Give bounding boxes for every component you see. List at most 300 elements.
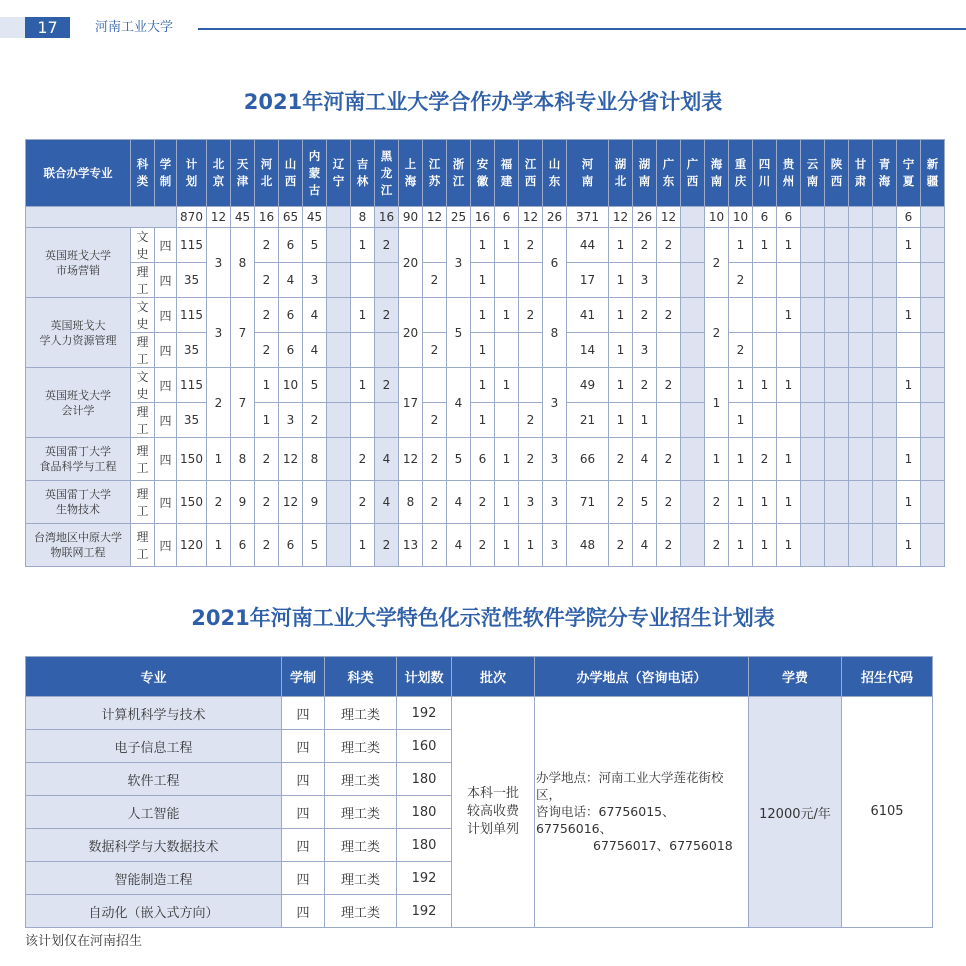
province-cell bbox=[729, 298, 753, 333]
province-cell bbox=[777, 263, 801, 298]
province-cell: 8 bbox=[231, 228, 255, 298]
plan-cell: 180 bbox=[397, 763, 452, 796]
province-cell: 6 bbox=[231, 524, 255, 567]
province-cell: 7 bbox=[231, 298, 255, 368]
location-phone: 咨询电话：67756015、67756016、 bbox=[536, 803, 675, 836]
province-cell bbox=[921, 228, 945, 263]
province-cell: 2 bbox=[753, 438, 777, 481]
province-cell: 2 bbox=[519, 438, 543, 481]
category-cell: 理工 bbox=[131, 481, 155, 524]
province-cell: 2 bbox=[657, 524, 681, 567]
province-cell bbox=[327, 263, 351, 298]
header-province: 广 东 bbox=[657, 140, 681, 207]
province-cell: 49 bbox=[567, 368, 609, 403]
province-cell: 4 bbox=[303, 298, 327, 333]
total-cell bbox=[801, 207, 825, 228]
total-cell: 8 bbox=[351, 207, 375, 228]
province-cell bbox=[825, 228, 849, 263]
province-cell: 1 bbox=[753, 228, 777, 263]
province-cell: 1 bbox=[729, 481, 753, 524]
province-cell bbox=[921, 524, 945, 567]
province-cell: 2 bbox=[375, 228, 399, 263]
province-cell: 20 bbox=[399, 228, 423, 298]
province-cell: 2 bbox=[657, 481, 681, 524]
province-cell: 2 bbox=[633, 368, 657, 403]
province-cell: 5 bbox=[303, 524, 327, 567]
province-cell bbox=[777, 403, 801, 438]
province-cell: 2 bbox=[609, 481, 633, 524]
province-cell: 2 bbox=[705, 481, 729, 524]
province-cell: 1 bbox=[609, 263, 633, 298]
province-cell: 5 bbox=[447, 298, 471, 368]
header-province: 辽 宁 bbox=[327, 140, 351, 207]
province-cell: 2 bbox=[633, 298, 657, 333]
province-cell: 3 bbox=[519, 481, 543, 524]
province-cell bbox=[801, 524, 825, 567]
total-cell: 12 bbox=[609, 207, 633, 228]
province-cell: 3 bbox=[543, 481, 567, 524]
province-cell bbox=[897, 333, 921, 368]
province-cell: 2 bbox=[303, 403, 327, 438]
province-cell: 1 bbox=[753, 368, 777, 403]
column-header: 专业 bbox=[26, 657, 282, 697]
province-cell: 3 bbox=[543, 438, 567, 481]
table2-title: 2021年河南工业大学特色化示范性软件学院分专业招生计划表 bbox=[191, 606, 775, 630]
total-cell: 16 bbox=[375, 207, 399, 228]
plan-cell: 115 bbox=[177, 368, 207, 403]
header-province: 吉 林 bbox=[351, 140, 375, 207]
province-cell: 5 bbox=[447, 438, 471, 481]
province-cell: 1 bbox=[897, 228, 921, 263]
total-cell: 371 bbox=[567, 207, 609, 228]
province-cell: 4 bbox=[447, 368, 471, 438]
location-phone-cont: 67756017、67756018 bbox=[593, 837, 733, 853]
page-number: 17 bbox=[25, 17, 70, 38]
footer-note: 该计划仅在河南招生 bbox=[25, 934, 143, 949]
province-cell: 7 bbox=[231, 368, 255, 438]
duration-cell: 四 bbox=[155, 524, 177, 567]
header-province: 云 南 bbox=[801, 140, 825, 207]
header-province: 河 南 bbox=[567, 140, 609, 207]
province-cell: 2 bbox=[255, 333, 279, 368]
header-rule bbox=[198, 28, 966, 30]
duration-cell: 四 bbox=[282, 829, 325, 862]
province-cell bbox=[327, 524, 351, 567]
province-cell bbox=[423, 228, 447, 263]
total-cell: 6 bbox=[753, 207, 777, 228]
province-cell bbox=[921, 263, 945, 298]
plan-cell: 35 bbox=[177, 403, 207, 438]
province-cell bbox=[753, 403, 777, 438]
category-cell: 理工类 bbox=[325, 697, 397, 730]
province-cell bbox=[849, 368, 873, 403]
province-cell bbox=[825, 333, 849, 368]
province-cell: 1 bbox=[777, 481, 801, 524]
province-cell: 4 bbox=[447, 481, 471, 524]
province-cell: 2 bbox=[375, 298, 399, 333]
province-cell: 2 bbox=[423, 524, 447, 567]
code-cell: 6105 bbox=[842, 697, 933, 928]
header-province: 陕 西 bbox=[825, 140, 849, 207]
plan-cell: 35 bbox=[177, 333, 207, 368]
province-cell: 21 bbox=[567, 403, 609, 438]
province-cell: 1 bbox=[777, 524, 801, 567]
province-cell: 2 bbox=[609, 524, 633, 567]
header-province: 江 西 bbox=[519, 140, 543, 207]
page-number-tab bbox=[0, 17, 25, 38]
province-cell bbox=[849, 438, 873, 481]
column-header: 招生代码 bbox=[842, 657, 933, 697]
total-cell: 12 bbox=[519, 207, 543, 228]
province-cell: 1 bbox=[897, 438, 921, 481]
province-cell bbox=[495, 333, 519, 368]
province-cell bbox=[327, 403, 351, 438]
province-cell: 2 bbox=[255, 228, 279, 263]
duration-cell: 四 bbox=[282, 862, 325, 895]
province-cell bbox=[327, 333, 351, 368]
plan-cell: 192 bbox=[397, 697, 452, 730]
major-cell: 智能制造工程 bbox=[26, 862, 282, 895]
header-province: 贵 州 bbox=[777, 140, 801, 207]
table1-title: 2021年河南工业大学合作办学本科专业分省计划表 bbox=[243, 90, 723, 114]
category-cell: 理工类 bbox=[325, 829, 397, 862]
province-cell: 1 bbox=[609, 333, 633, 368]
province-cell bbox=[873, 403, 897, 438]
major-name: 英国雷丁大学 食品科学与工程 bbox=[26, 438, 131, 481]
column-header: 计划数 bbox=[397, 657, 452, 697]
province-cell bbox=[825, 438, 849, 481]
major-cell: 计算机科学与技术 bbox=[26, 697, 282, 730]
table-row bbox=[26, 333, 945, 368]
major-name: 台湾地区中原大学 物联网工程 bbox=[26, 524, 131, 567]
province-cell: 4 bbox=[375, 438, 399, 481]
column-header: 科类 bbox=[325, 657, 397, 697]
province-cell bbox=[825, 524, 849, 567]
province-cell: 1 bbox=[753, 481, 777, 524]
province-cell: 2 bbox=[423, 333, 447, 368]
province-cell: 8 bbox=[231, 438, 255, 481]
province-cell: 2 bbox=[423, 481, 447, 524]
province-cell: 2 bbox=[255, 438, 279, 481]
header-province: 甘 肃 bbox=[849, 140, 873, 207]
duration-cell: 四 bbox=[282, 763, 325, 796]
software-college-plan-table bbox=[25, 656, 933, 928]
province-cell: 1 bbox=[609, 228, 633, 263]
province-cell: 1 bbox=[729, 403, 753, 438]
major-name: 英国班戈大学 市场营销 bbox=[26, 228, 131, 298]
total-cell: 90 bbox=[399, 207, 423, 228]
province-cell: 2 bbox=[729, 263, 753, 298]
province-cell: 66 bbox=[567, 438, 609, 481]
province-cell: 2 bbox=[705, 524, 729, 567]
header-province: 天 津 bbox=[231, 140, 255, 207]
province-cell: 2 bbox=[657, 228, 681, 263]
header-province: 湖 北 bbox=[609, 140, 633, 207]
province-cell bbox=[921, 368, 945, 403]
province-cell: 71 bbox=[567, 481, 609, 524]
total-cell: 12 bbox=[207, 207, 231, 228]
province-cell bbox=[423, 298, 447, 333]
province-cell: 1 bbox=[351, 228, 375, 263]
province-cell: 1 bbox=[351, 298, 375, 333]
province-cell bbox=[801, 438, 825, 481]
province-cell: 1 bbox=[519, 524, 543, 567]
header-province: 福 建 bbox=[495, 140, 519, 207]
province-cell bbox=[873, 333, 897, 368]
duration-cell: 四 bbox=[155, 368, 177, 403]
province-cell: 9 bbox=[303, 481, 327, 524]
province-cell: 2 bbox=[657, 368, 681, 403]
duration-cell: 四 bbox=[155, 263, 177, 298]
province-cell bbox=[801, 481, 825, 524]
province-cell bbox=[897, 263, 921, 298]
totals-row bbox=[26, 207, 945, 228]
location-address: 办学地点：河南工业大学莲花街校区， bbox=[536, 769, 724, 802]
province-cell: 9 bbox=[231, 481, 255, 524]
province-cell: 1 bbox=[729, 524, 753, 567]
plan-cell: 150 bbox=[177, 481, 207, 524]
province-cell: 17 bbox=[399, 368, 423, 438]
province-cell: 4 bbox=[633, 524, 657, 567]
batch-line: 本科一批 bbox=[466, 786, 519, 801]
province-cell: 41 bbox=[567, 298, 609, 333]
province-cell bbox=[375, 403, 399, 438]
province-cell: 2 bbox=[423, 438, 447, 481]
duration-cell: 四 bbox=[282, 895, 325, 928]
province-cell: 8 bbox=[543, 298, 567, 368]
total-cell: 16 bbox=[255, 207, 279, 228]
total-cell: 10 bbox=[729, 207, 753, 228]
province-cell bbox=[825, 368, 849, 403]
table-row bbox=[26, 403, 945, 438]
plan-cell: 120 bbox=[177, 524, 207, 567]
province-cell: 2 bbox=[423, 403, 447, 438]
province-cell: 2 bbox=[255, 263, 279, 298]
province-cell bbox=[849, 524, 873, 567]
province-cell bbox=[375, 263, 399, 298]
header-province: 海 南 bbox=[705, 140, 729, 207]
province-cell: 1 bbox=[897, 368, 921, 403]
province-cell bbox=[657, 333, 681, 368]
plan-cell: 180 bbox=[397, 829, 452, 862]
total-cell: 45 bbox=[231, 207, 255, 228]
province-cell bbox=[495, 263, 519, 298]
province-cell: 10 bbox=[279, 368, 303, 403]
province-cell bbox=[849, 403, 873, 438]
header-province: 浙 江 bbox=[447, 140, 471, 207]
province-cell: 1 bbox=[471, 368, 495, 403]
province-cell: 1 bbox=[471, 403, 495, 438]
province-cell: 2 bbox=[657, 298, 681, 333]
major-cell: 自动化（嵌入式方向） bbox=[26, 895, 282, 928]
category-cell: 理工类 bbox=[325, 895, 397, 928]
province-cell: 1 bbox=[471, 228, 495, 263]
province-cell: 2 bbox=[519, 403, 543, 438]
province-cell: 1 bbox=[897, 481, 921, 524]
province-cell bbox=[753, 263, 777, 298]
table-row bbox=[26, 438, 945, 481]
province-cell: 1 bbox=[495, 524, 519, 567]
header-province: 重 庆 bbox=[729, 140, 753, 207]
province-cell: 2 bbox=[519, 228, 543, 263]
header-province: 宁 夏 bbox=[897, 140, 921, 207]
province-cell: 1 bbox=[471, 333, 495, 368]
total-plan: 870 bbox=[177, 207, 207, 228]
province-cell: 4 bbox=[633, 438, 657, 481]
province-cell bbox=[777, 333, 801, 368]
province-cell: 5 bbox=[303, 368, 327, 403]
province-cell: 1 bbox=[729, 438, 753, 481]
province-cell: 2 bbox=[255, 298, 279, 333]
province-cell: 1 bbox=[705, 438, 729, 481]
category-cell: 理工 bbox=[131, 403, 155, 438]
total-cell bbox=[825, 207, 849, 228]
duration-cell: 四 bbox=[155, 333, 177, 368]
column-header: 办学地点（咨询电话） bbox=[535, 657, 749, 697]
column-header: 学制 bbox=[282, 657, 325, 697]
province-cell bbox=[873, 228, 897, 263]
province-cell: 3 bbox=[303, 263, 327, 298]
province-cell bbox=[921, 438, 945, 481]
province-cell bbox=[519, 368, 543, 403]
duration-cell: 四 bbox=[155, 228, 177, 263]
province-cell: 3 bbox=[543, 524, 567, 567]
province-cell: 1 bbox=[495, 228, 519, 263]
province-cell bbox=[351, 263, 375, 298]
province-cell bbox=[921, 298, 945, 333]
province-cell bbox=[681, 368, 705, 403]
total-cell: 26 bbox=[543, 207, 567, 228]
duration-cell: 四 bbox=[155, 403, 177, 438]
plan-cell: 192 bbox=[397, 895, 452, 928]
province-cell bbox=[327, 368, 351, 403]
province-cell: 1 bbox=[471, 298, 495, 333]
province-cell: 2 bbox=[657, 438, 681, 481]
total-cell: 25 bbox=[447, 207, 471, 228]
province-cell: 6 bbox=[279, 333, 303, 368]
total-cell bbox=[921, 207, 945, 228]
province-cell bbox=[825, 263, 849, 298]
province-cell: 6 bbox=[279, 524, 303, 567]
header-province: 青 海 bbox=[873, 140, 897, 207]
total-cell: 6 bbox=[897, 207, 921, 228]
province-cell: 1 bbox=[609, 298, 633, 333]
category-cell: 理工 bbox=[131, 333, 155, 368]
province-cell: 3 bbox=[633, 263, 657, 298]
header-province: 山 西 bbox=[279, 140, 303, 207]
table-row bbox=[26, 228, 945, 263]
province-cell bbox=[753, 298, 777, 333]
province-cell: 12 bbox=[279, 438, 303, 481]
plan-cell: 192 bbox=[397, 862, 452, 895]
province-cell: 2 bbox=[207, 368, 231, 438]
province-cell: 12 bbox=[399, 438, 423, 481]
duration-cell: 四 bbox=[282, 697, 325, 730]
province-plan-table bbox=[25, 139, 945, 567]
province-cell bbox=[423, 368, 447, 403]
category-cell: 文史 bbox=[131, 368, 155, 403]
table-row bbox=[26, 481, 945, 524]
province-cell bbox=[495, 403, 519, 438]
table-row bbox=[26, 524, 945, 567]
province-cell: 1 bbox=[777, 298, 801, 333]
province-cell: 1 bbox=[495, 438, 519, 481]
category-cell: 文史 bbox=[131, 228, 155, 263]
province-cell bbox=[801, 403, 825, 438]
province-cell: 1 bbox=[255, 403, 279, 438]
province-cell: 6 bbox=[279, 298, 303, 333]
province-cell: 1 bbox=[705, 368, 729, 438]
duration-cell: 四 bbox=[282, 796, 325, 829]
category-cell: 理工类 bbox=[325, 763, 397, 796]
province-cell: 8 bbox=[303, 438, 327, 481]
header-province: 江 苏 bbox=[423, 140, 447, 207]
province-cell bbox=[519, 263, 543, 298]
province-cell: 2 bbox=[351, 481, 375, 524]
province-cell bbox=[681, 403, 705, 438]
header-province: 山 东 bbox=[543, 140, 567, 207]
province-cell: 3 bbox=[207, 298, 231, 368]
province-cell: 2 bbox=[207, 481, 231, 524]
province-cell: 1 bbox=[777, 228, 801, 263]
province-cell bbox=[849, 263, 873, 298]
province-cell: 5 bbox=[303, 228, 327, 263]
province-cell bbox=[801, 298, 825, 333]
total-cell: 65 bbox=[279, 207, 303, 228]
total-cell bbox=[327, 207, 351, 228]
province-cell: 3 bbox=[633, 333, 657, 368]
header-major: 联合办学专业 bbox=[26, 140, 131, 207]
category-cell: 理工 bbox=[131, 263, 155, 298]
table-row bbox=[26, 697, 933, 730]
province-cell bbox=[681, 298, 705, 333]
province-cell: 12 bbox=[279, 481, 303, 524]
category-cell: 理工类 bbox=[325, 796, 397, 829]
total-cell: 12 bbox=[423, 207, 447, 228]
total-cell: 6 bbox=[777, 207, 801, 228]
province-cell bbox=[681, 481, 705, 524]
header-province: 湖 南 bbox=[633, 140, 657, 207]
header-province: 河 北 bbox=[255, 140, 279, 207]
header-duration: 学 制 bbox=[155, 140, 177, 207]
province-cell bbox=[681, 524, 705, 567]
column-header: 学费 bbox=[749, 657, 842, 697]
province-cell: 4 bbox=[303, 333, 327, 368]
province-cell: 1 bbox=[207, 438, 231, 481]
province-cell: 3 bbox=[279, 403, 303, 438]
batch-line: 较高收费 bbox=[466, 804, 519, 819]
column-header: 批次 bbox=[452, 657, 535, 697]
major-name: 英国班戈大学 会计学 bbox=[26, 368, 131, 438]
province-cell: 6 bbox=[471, 438, 495, 481]
category-cell: 理工类 bbox=[325, 862, 397, 895]
header-province: 四 川 bbox=[753, 140, 777, 207]
province-cell: 2 bbox=[705, 298, 729, 368]
province-cell: 1 bbox=[609, 403, 633, 438]
province-cell bbox=[351, 333, 375, 368]
province-cell: 2 bbox=[471, 524, 495, 567]
province-cell: 5 bbox=[633, 481, 657, 524]
category-cell: 理工 bbox=[131, 524, 155, 567]
province-cell: 20 bbox=[399, 298, 423, 368]
plan-cell: 35 bbox=[177, 263, 207, 298]
header-province: 新 疆 bbox=[921, 140, 945, 207]
province-cell bbox=[921, 403, 945, 438]
table-row bbox=[26, 368, 945, 403]
province-cell: 3 bbox=[543, 368, 567, 438]
province-cell: 8 bbox=[399, 481, 423, 524]
province-cell: 2 bbox=[351, 438, 375, 481]
